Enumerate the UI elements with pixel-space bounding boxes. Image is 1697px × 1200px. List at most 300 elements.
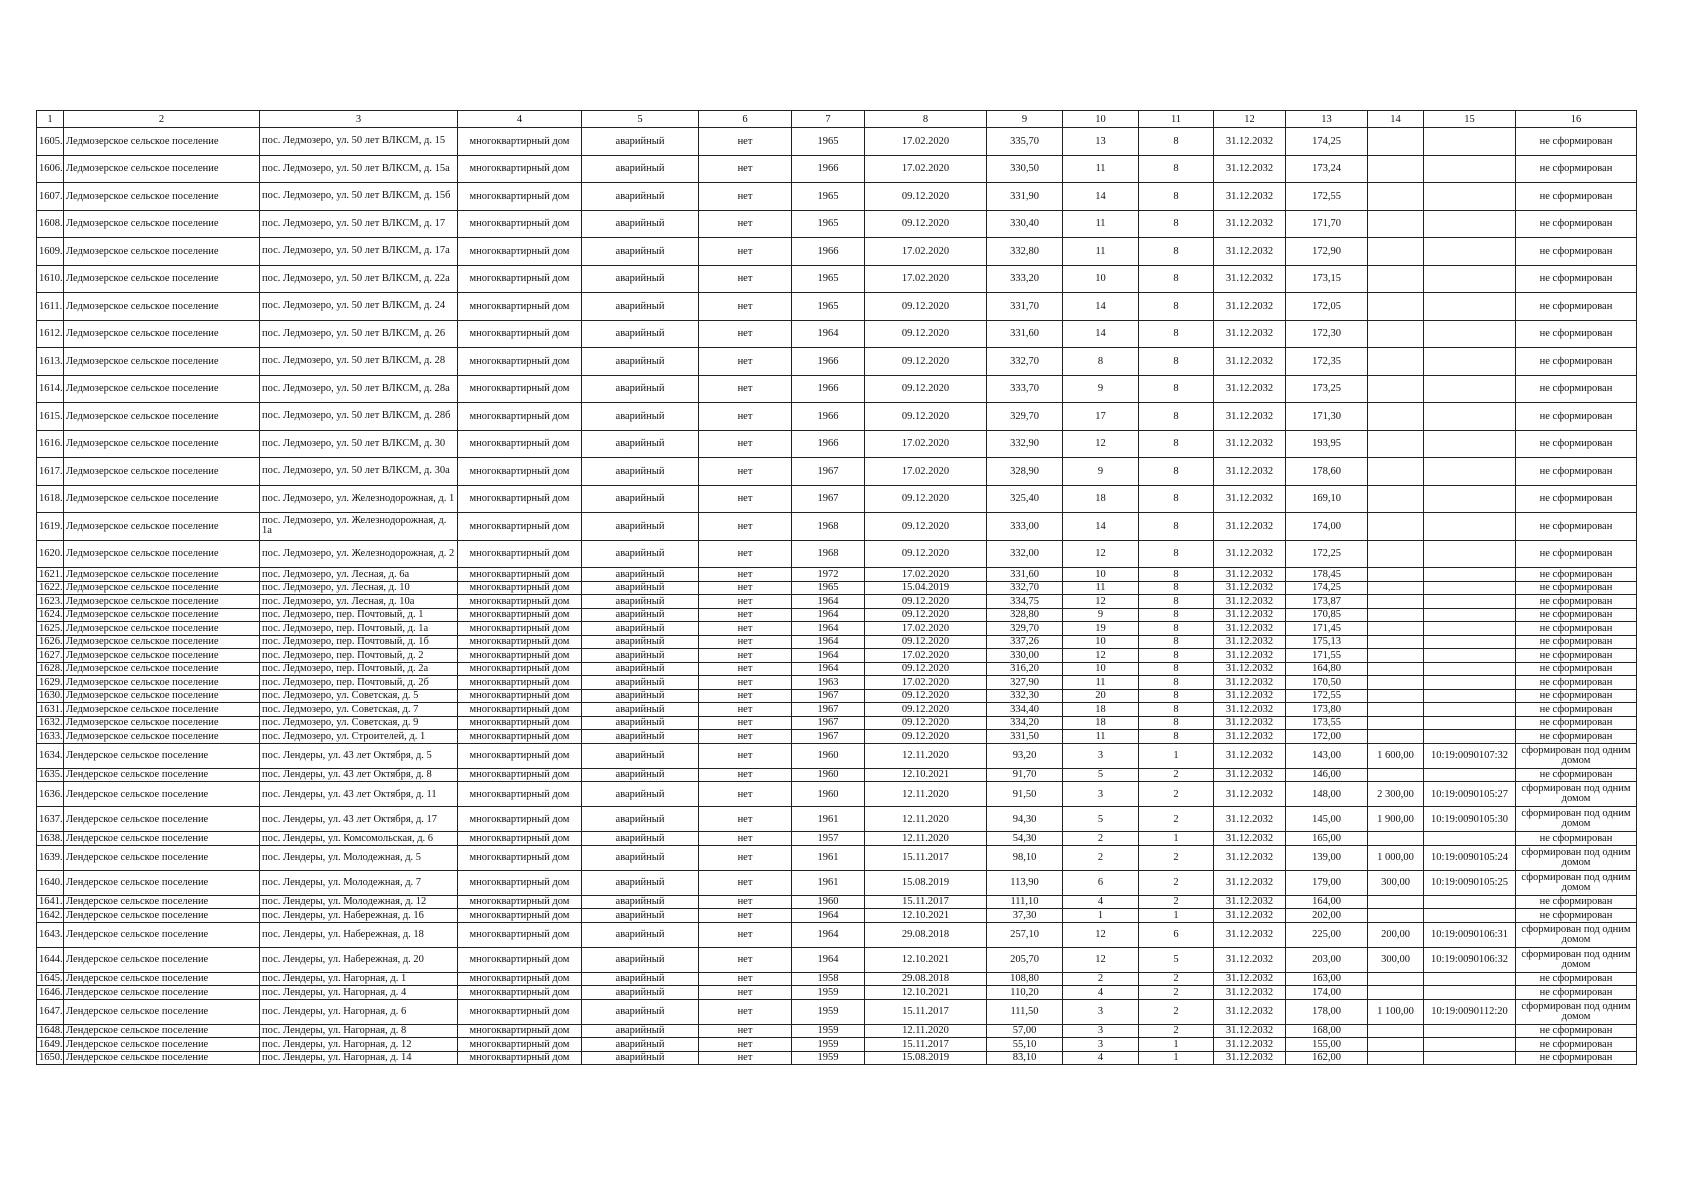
table-cell-col-6: нет	[699, 832, 792, 846]
table-row	[37, 210, 1637, 238]
table-cell-col-7: 1968	[792, 513, 865, 541]
table-cell-col-14: 300,00	[1368, 870, 1424, 895]
table-cell-col-9: 333,00	[987, 513, 1063, 541]
table-cell-col-9: 331,70	[987, 293, 1063, 321]
table-cell-col-2: Ледмозерское сельское поселение	[64, 568, 260, 582]
table-cell-col-16: не сформирован	[1516, 608, 1637, 622]
table-cell-col-11: 8	[1139, 293, 1214, 321]
table-cell-col-9: 335,70	[987, 128, 1063, 156]
table-cell-col-12: 31.12.2032	[1214, 972, 1286, 986]
table-cell-col-4: многоквартирный дом	[458, 265, 582, 293]
table-cell-col-9: 257,10	[987, 922, 1063, 947]
table-cell-col-9: 329,70	[987, 403, 1063, 431]
table-cell-col-6: нет	[699, 1051, 792, 1065]
table-cell-col-1: 1617.	[37, 458, 64, 486]
table-cell-col-14	[1368, 608, 1424, 622]
table-cell-col-8: 09.12.2020	[865, 540, 987, 568]
table-cell-col-2: Ледмозерское сельское поселение	[64, 485, 260, 513]
table-cell-col-11: 5	[1139, 947, 1214, 972]
table-cell-col-4: многоквартирный дом	[458, 622, 582, 636]
table-cell-col-2: Лендерское сельское поселение	[64, 782, 260, 807]
table-cell-col-16: не сформирован	[1516, 183, 1637, 211]
table-cell-col-4: многоквартирный дом	[458, 716, 582, 730]
table-cell-col-3: пос. Лендеры, ул. 43 лет Октября, д. 8	[260, 768, 458, 782]
table-cell-col-10: 6	[1063, 870, 1139, 895]
table-row	[37, 635, 1637, 649]
table-cell-col-10: 4	[1063, 986, 1139, 1000]
table-cell-col-8: 15.11.2017	[865, 1038, 987, 1052]
table-cell-col-15	[1424, 986, 1516, 1000]
table-cell-col-16: не сформирован	[1516, 676, 1637, 690]
table-cell-col-7: 1967	[792, 689, 865, 703]
table-cell-col-4: многоквартирный дом	[458, 1051, 582, 1065]
table-row	[37, 909, 1637, 923]
table-cell-col-16: не сформирован	[1516, 1024, 1637, 1038]
table-cell-col-3: пос. Ледмозеро, ул. 50 лет ВЛКСМ, д. 24	[260, 293, 458, 321]
table-cell-col-14	[1368, 662, 1424, 676]
table-cell-col-1: 1625.	[37, 622, 64, 636]
table-cell-col-4: многоквартирный дом	[458, 238, 582, 266]
table-cell-col-11: 8	[1139, 540, 1214, 568]
table-cell-col-11: 8	[1139, 348, 1214, 376]
column-header-4: 4	[458, 111, 582, 128]
table-cell-col-2: Ледмозерское сельское поселение	[64, 183, 260, 211]
table-cell-col-4: многоквартирный дом	[458, 1038, 582, 1052]
table-cell-col-15	[1424, 608, 1516, 622]
table-cell-col-2: Ледмозерское сельское поселение	[64, 128, 260, 156]
table-cell-col-12: 31.12.2032	[1214, 716, 1286, 730]
table-cell-col-16: не сформирован	[1516, 649, 1637, 663]
table-cell-col-5: аварийный	[582, 870, 699, 895]
table-cell-col-4: многоквартирный дом	[458, 999, 582, 1024]
table-cell-col-11: 2	[1139, 972, 1214, 986]
table-cell-col-10: 3	[1063, 1024, 1139, 1038]
table-cell-col-2: Ледмозерское сельское поселение	[64, 210, 260, 238]
table-cell-col-9: 327,90	[987, 676, 1063, 690]
table-cell-col-8: 29.08.2018	[865, 922, 987, 947]
table-cell-col-13: 172,25	[1286, 540, 1368, 568]
table-cell-col-12: 31.12.2032	[1214, 238, 1286, 266]
table-cell-col-5: аварийный	[582, 986, 699, 1000]
table-cell-col-11: 8	[1139, 210, 1214, 238]
table-cell-col-1: 1623.	[37, 595, 64, 609]
table-cell-col-15	[1424, 403, 1516, 431]
table-cell-col-2: Ледмозерское сельское поселение	[64, 155, 260, 183]
table-cell-col-13: 162,00	[1286, 1051, 1368, 1065]
table-cell-col-10: 14	[1063, 183, 1139, 211]
table-cell-col-5: аварийный	[582, 348, 699, 376]
table-cell-col-11: 8	[1139, 183, 1214, 211]
table-cell-col-14	[1368, 458, 1424, 486]
column-header-7: 7	[792, 111, 865, 128]
table-cell-col-6: нет	[699, 265, 792, 293]
table-cell-col-4: многоквартирный дом	[458, 730, 582, 744]
table-cell-col-7: 1959	[792, 986, 865, 1000]
table-cell-col-14	[1368, 485, 1424, 513]
table-cell-col-14	[1368, 128, 1424, 156]
table-cell-col-9: 329,70	[987, 622, 1063, 636]
table-cell-col-3: пос. Ледмозеро, пер. Почтовый, д. 2а	[260, 662, 458, 676]
table-cell-col-9: 332,90	[987, 430, 1063, 458]
table-cell-col-5: аварийный	[582, 595, 699, 609]
table-cell-col-11: 8	[1139, 662, 1214, 676]
table-cell-col-12: 31.12.2032	[1214, 540, 1286, 568]
table-cell-col-1: 1641.	[37, 895, 64, 909]
table-cell-col-12: 31.12.2032	[1214, 1051, 1286, 1065]
table-cell-col-3: пос. Лендеры, ул. 43 лет Октября, д. 11	[260, 782, 458, 807]
table-cell-col-13: 174,25	[1286, 581, 1368, 595]
table-cell-col-12: 31.12.2032	[1214, 895, 1286, 909]
table-cell-col-3: пос. Лендеры, ул. 43 лет Октября, д. 5	[260, 743, 458, 768]
table-cell-col-10: 12	[1063, 595, 1139, 609]
table-cell-col-15	[1424, 581, 1516, 595]
table-cell-col-10: 12	[1063, 540, 1139, 568]
table-row	[37, 895, 1637, 909]
table-cell-col-16: не сформирован	[1516, 662, 1637, 676]
table-cell-col-2: Лендерское сельское поселение	[64, 895, 260, 909]
table-cell-col-5: аварийный	[582, 768, 699, 782]
table-cell-col-6: нет	[699, 689, 792, 703]
table-cell-col-14	[1368, 1051, 1424, 1065]
table-cell-col-7: 1961	[792, 845, 865, 870]
table-cell-col-16: не сформирован	[1516, 1051, 1637, 1065]
table-cell-col-13: 179,00	[1286, 870, 1368, 895]
table-cell-col-3: пос. Лендеры, ул. Молодежная, д. 7	[260, 870, 458, 895]
column-header-8: 8	[865, 111, 987, 128]
table-cell-col-12: 31.12.2032	[1214, 986, 1286, 1000]
table-cell-col-8: 09.12.2020	[865, 293, 987, 321]
table-cell-col-11: 2	[1139, 870, 1214, 895]
table-cell-col-10: 2	[1063, 972, 1139, 986]
table-cell-col-16: не сформирован	[1516, 595, 1637, 609]
table-row	[37, 947, 1637, 972]
table-cell-col-3: пос. Ледмозеро, ул. 50 лет ВЛКСМ, д. 15б	[260, 183, 458, 211]
table-cell-col-8: 09.12.2020	[865, 513, 987, 541]
table-cell-col-9: 108,80	[987, 972, 1063, 986]
table-cell-col-8: 15.08.2019	[865, 870, 987, 895]
table-cell-col-4: многоквартирный дом	[458, 986, 582, 1000]
table-cell-col-11: 8	[1139, 716, 1214, 730]
table-cell-col-3: пос. Лендеры, ул. Набережная, д. 20	[260, 947, 458, 972]
table-cell-col-13: 169,10	[1286, 485, 1368, 513]
table-cell-col-7: 1967	[792, 716, 865, 730]
table-cell-col-8: 17.02.2020	[865, 238, 987, 266]
table-cell-col-7: 1967	[792, 485, 865, 513]
column-header-16: 16	[1516, 111, 1637, 128]
table-cell-col-2: Ледмозерское сельское поселение	[64, 348, 260, 376]
table-cell-col-10: 5	[1063, 768, 1139, 782]
table-cell-col-16: не сформирован	[1516, 540, 1637, 568]
table-cell-col-14	[1368, 183, 1424, 211]
table-cell-col-1: 1621.	[37, 568, 64, 582]
table-cell-col-14	[1368, 676, 1424, 690]
table-cell-col-16: сформирован под одним домом	[1516, 807, 1637, 832]
table-cell-col-16: не сформирован	[1516, 293, 1637, 321]
table-cell-col-14	[1368, 238, 1424, 266]
table-cell-col-5: аварийный	[582, 662, 699, 676]
table-cell-col-2: Ледмозерское сельское поселение	[64, 676, 260, 690]
table-cell-col-3: пос. Лендеры, ул. Нагорная, д. 1	[260, 972, 458, 986]
table-cell-col-14	[1368, 832, 1424, 846]
column-header-10: 10	[1063, 111, 1139, 128]
table-cell-col-15	[1424, 635, 1516, 649]
table-cell-col-7: 1964	[792, 922, 865, 947]
table-cell-col-1: 1618.	[37, 485, 64, 513]
table-cell-col-13: 174,00	[1286, 986, 1368, 1000]
table-cell-col-6: нет	[699, 540, 792, 568]
table-cell-col-11: 8	[1139, 320, 1214, 348]
table-cell-col-9: 54,30	[987, 832, 1063, 846]
table-cell-col-14	[1368, 375, 1424, 403]
table-cell-col-9: 111,10	[987, 895, 1063, 909]
table-cell-col-7: 1964	[792, 909, 865, 923]
table-cell-col-6: нет	[699, 622, 792, 636]
table-cell-col-5: аварийный	[582, 832, 699, 846]
table-cell-col-7: 1966	[792, 348, 865, 376]
table-cell-col-7: 1965	[792, 128, 865, 156]
table-cell-col-7: 1961	[792, 870, 865, 895]
table-cell-col-11: 2	[1139, 986, 1214, 1000]
table-cell-col-9: 98,10	[987, 845, 1063, 870]
table-cell-col-2: Ледмозерское сельское поселение	[64, 595, 260, 609]
table-cell-col-14	[1368, 635, 1424, 649]
table-cell-col-9: 331,60	[987, 568, 1063, 582]
table-cell-col-14: 1 100,00	[1368, 999, 1424, 1024]
table-cell-col-8: 12.11.2020	[865, 1024, 987, 1038]
table-cell-col-8: 17.02.2020	[865, 430, 987, 458]
table-row	[37, 689, 1637, 703]
table-cell-col-5: аварийный	[582, 265, 699, 293]
table-cell-col-14: 2 300,00	[1368, 782, 1424, 807]
table-cell-col-15	[1424, 716, 1516, 730]
table-cell-col-16: сформирован под одним домом	[1516, 782, 1637, 807]
table-cell-col-10: 10	[1063, 265, 1139, 293]
table-cell-col-16: не сформирован	[1516, 568, 1637, 582]
table-cell-col-10: 10	[1063, 568, 1139, 582]
table-cell-col-2: Ледмозерское сельское поселение	[64, 703, 260, 717]
table-cell-col-11: 8	[1139, 730, 1214, 744]
table-cell-col-11: 8	[1139, 608, 1214, 622]
table-cell-col-16: не сформирован	[1516, 581, 1637, 595]
table-cell-col-2: Ледмозерское сельское поселение	[64, 403, 260, 431]
table-cell-col-11: 2	[1139, 768, 1214, 782]
table-cell-col-3: пос. Ледмозеро, ул. 50 лет ВЛКСМ, д. 30а	[260, 458, 458, 486]
table-cell-col-8: 09.12.2020	[865, 662, 987, 676]
table-cell-col-1: 1607.	[37, 183, 64, 211]
table-cell-col-15	[1424, 909, 1516, 923]
table-cell-col-10: 9	[1063, 458, 1139, 486]
table-cell-col-2: Ледмозерское сельское поселение	[64, 513, 260, 541]
table-row	[37, 703, 1637, 717]
table-cell-col-13: 178,00	[1286, 999, 1368, 1024]
table-cell-col-7: 1964	[792, 320, 865, 348]
table-cell-col-13: 203,00	[1286, 947, 1368, 972]
table-row	[37, 581, 1637, 595]
table-row	[37, 1038, 1637, 1052]
column-header-2: 2	[64, 111, 260, 128]
table-cell-col-5: аварийный	[582, 430, 699, 458]
table-cell-col-8: 12.10.2021	[865, 909, 987, 923]
table-cell-col-1: 1608.	[37, 210, 64, 238]
table-cell-col-12: 31.12.2032	[1214, 768, 1286, 782]
table-cell-col-13: 173,25	[1286, 375, 1368, 403]
table-cell-col-6: нет	[699, 430, 792, 458]
table-cell-col-6: нет	[699, 210, 792, 238]
table-cell-col-12: 31.12.2032	[1214, 807, 1286, 832]
table-cell-col-1: 1648.	[37, 1024, 64, 1038]
table-cell-col-12: 31.12.2032	[1214, 622, 1286, 636]
table-cell-col-14	[1368, 986, 1424, 1000]
table-cell-col-4: многоквартирный дом	[458, 870, 582, 895]
table-cell-col-4: многоквартирный дом	[458, 513, 582, 541]
table-cell-col-2: Лендерское сельское поселение	[64, 743, 260, 768]
table-cell-col-1: 1605.	[37, 128, 64, 156]
table-cell-col-1: 1631.	[37, 703, 64, 717]
table-cell-col-2: Ледмозерское сельское поселение	[64, 265, 260, 293]
table-cell-col-9: 91,70	[987, 768, 1063, 782]
table-cell-col-2: Ледмозерское сельское поселение	[64, 689, 260, 703]
table-cell-col-6: нет	[699, 662, 792, 676]
table-cell-col-7: 1959	[792, 999, 865, 1024]
table-cell-col-11: 2	[1139, 999, 1214, 1024]
table-cell-col-10: 5	[1063, 807, 1139, 832]
table-cell-col-3: пос. Ледмозеро, ул. 50 лет ВЛКСМ, д. 26	[260, 320, 458, 348]
table-cell-col-13: 172,00	[1286, 730, 1368, 744]
table-cell-col-3: пос. Лендеры, ул. Нагорная, д. 12	[260, 1038, 458, 1052]
table-cell-col-6: нет	[699, 1038, 792, 1052]
table-cell-col-16: не сформирован	[1516, 703, 1637, 717]
table-cell-col-9: 333,20	[987, 265, 1063, 293]
table-cell-col-1: 1636.	[37, 782, 64, 807]
table-cell-col-15	[1424, 458, 1516, 486]
table-cell-col-12: 31.12.2032	[1214, 155, 1286, 183]
table-cell-col-11: 8	[1139, 238, 1214, 266]
table-cell-col-7: 1960	[792, 743, 865, 768]
table-cell-col-14	[1368, 265, 1424, 293]
table-cell-col-15	[1424, 689, 1516, 703]
column-header-1: 1	[37, 111, 64, 128]
table-cell-col-3: пос. Лендеры, ул. Нагорная, д. 6	[260, 999, 458, 1024]
table-cell-col-1: 1614.	[37, 375, 64, 403]
table-cell-col-13: 173,55	[1286, 716, 1368, 730]
table-cell-col-9: 331,60	[987, 320, 1063, 348]
table-cell-col-12: 31.12.2032	[1214, 581, 1286, 595]
table-cell-col-13: 175,13	[1286, 635, 1368, 649]
table-cell-col-9: 328,90	[987, 458, 1063, 486]
table-cell-col-12: 31.12.2032	[1214, 909, 1286, 923]
housing-table	[36, 110, 1637, 1065]
table-cell-col-16: не сформирован	[1516, 128, 1637, 156]
table-cell-col-13: 139,00	[1286, 845, 1368, 870]
table-cell-col-14	[1368, 581, 1424, 595]
table-cell-col-9: 333,70	[987, 375, 1063, 403]
table-cell-col-4: многоквартирный дом	[458, 375, 582, 403]
table-cell-col-11: 8	[1139, 375, 1214, 403]
table-cell-col-4: многоквартирный дом	[458, 1024, 582, 1038]
table-cell-col-14: 1 000,00	[1368, 845, 1424, 870]
table-cell-col-2: Ледмозерское сельское поселение	[64, 293, 260, 321]
table-cell-col-11: 2	[1139, 845, 1214, 870]
table-cell-col-6: нет	[699, 348, 792, 376]
table-cell-col-15	[1424, 183, 1516, 211]
table-row	[37, 622, 1637, 636]
table-cell-col-2: Ледмозерское сельское поселение	[64, 430, 260, 458]
table-cell-col-16: сформирован под одним домом	[1516, 743, 1637, 768]
table-cell-col-8: 17.02.2020	[865, 568, 987, 582]
table-cell-col-12: 31.12.2032	[1214, 676, 1286, 690]
table-cell-col-6: нет	[699, 768, 792, 782]
table-cell-col-6: нет	[699, 947, 792, 972]
table-cell-col-6: нет	[699, 238, 792, 266]
table-cell-col-6: нет	[699, 845, 792, 870]
table-cell-col-7: 1958	[792, 972, 865, 986]
table-cell-col-10: 3	[1063, 782, 1139, 807]
table-cell-col-16: не сформирован	[1516, 635, 1637, 649]
table-cell-col-9: 57,00	[987, 1024, 1063, 1038]
table-cell-col-8: 09.12.2020	[865, 210, 987, 238]
table-cell-col-5: аварийный	[582, 485, 699, 513]
table-cell-col-1: 1628.	[37, 662, 64, 676]
table-cell-col-10: 11	[1063, 238, 1139, 266]
table-cell-col-3: пос. Ледмозеро, ул. 50 лет ВЛКСМ, д. 28б	[260, 403, 458, 431]
table-cell-col-15	[1424, 265, 1516, 293]
table-cell-col-7: 1960	[792, 782, 865, 807]
table-row	[37, 238, 1637, 266]
table-cell-col-7: 1966	[792, 403, 865, 431]
table-cell-col-7: 1966	[792, 238, 865, 266]
table-cell-col-15: 10:19:0090106:31	[1424, 922, 1516, 947]
table-cell-col-4: многоквартирный дом	[458, 320, 582, 348]
table-cell-col-2: Ледмозерское сельское поселение	[64, 649, 260, 663]
table-row	[37, 870, 1637, 895]
table-cell-col-12: 31.12.2032	[1214, 922, 1286, 947]
table-cell-col-13: 171,45	[1286, 622, 1368, 636]
table-cell-col-5: аварийный	[582, 922, 699, 947]
table-cell-col-9: 331,90	[987, 183, 1063, 211]
table-cell-col-4: многоквартирный дом	[458, 909, 582, 923]
table-cell-col-9: 332,70	[987, 581, 1063, 595]
table-cell-col-11: 6	[1139, 922, 1214, 947]
table-cell-col-6: нет	[699, 807, 792, 832]
table-cell-col-3: пос. Ледмозеро, ул. Железнодорожная, д. 1а	[260, 513, 458, 541]
table-cell-col-2: Лендерское сельское поселение	[64, 986, 260, 1000]
table-cell-col-16: сформирован под одним домом	[1516, 845, 1637, 870]
table-cell-col-14	[1368, 513, 1424, 541]
table-cell-col-13: 148,00	[1286, 782, 1368, 807]
table-cell-col-13: 173,24	[1286, 155, 1368, 183]
table-cell-col-14	[1368, 595, 1424, 609]
table-cell-col-13: 171,30	[1286, 403, 1368, 431]
table-cell-col-5: аварийный	[582, 649, 699, 663]
table-cell-col-1: 1611.	[37, 293, 64, 321]
table-cell-col-13: 178,45	[1286, 568, 1368, 582]
table-cell-col-8: 09.12.2020	[865, 595, 987, 609]
table-cell-col-5: аварийный	[582, 972, 699, 986]
table-cell-col-3: пос. Ледмозеро, ул. Лесная, д. 10а	[260, 595, 458, 609]
table-cell-col-9: 332,70	[987, 348, 1063, 376]
table-cell-col-7: 1959	[792, 1024, 865, 1038]
table-cell-col-6: нет	[699, 293, 792, 321]
table-cell-col-8: 17.02.2020	[865, 265, 987, 293]
table-cell-col-10: 13	[1063, 128, 1139, 156]
table-row	[37, 845, 1637, 870]
table-cell-col-4: многоквартирный дом	[458, 635, 582, 649]
table-row	[37, 608, 1637, 622]
table-cell-col-7: 1964	[792, 608, 865, 622]
table-cell-col-12: 31.12.2032	[1214, 730, 1286, 744]
table-cell-col-10: 9	[1063, 375, 1139, 403]
table-cell-col-14	[1368, 622, 1424, 636]
